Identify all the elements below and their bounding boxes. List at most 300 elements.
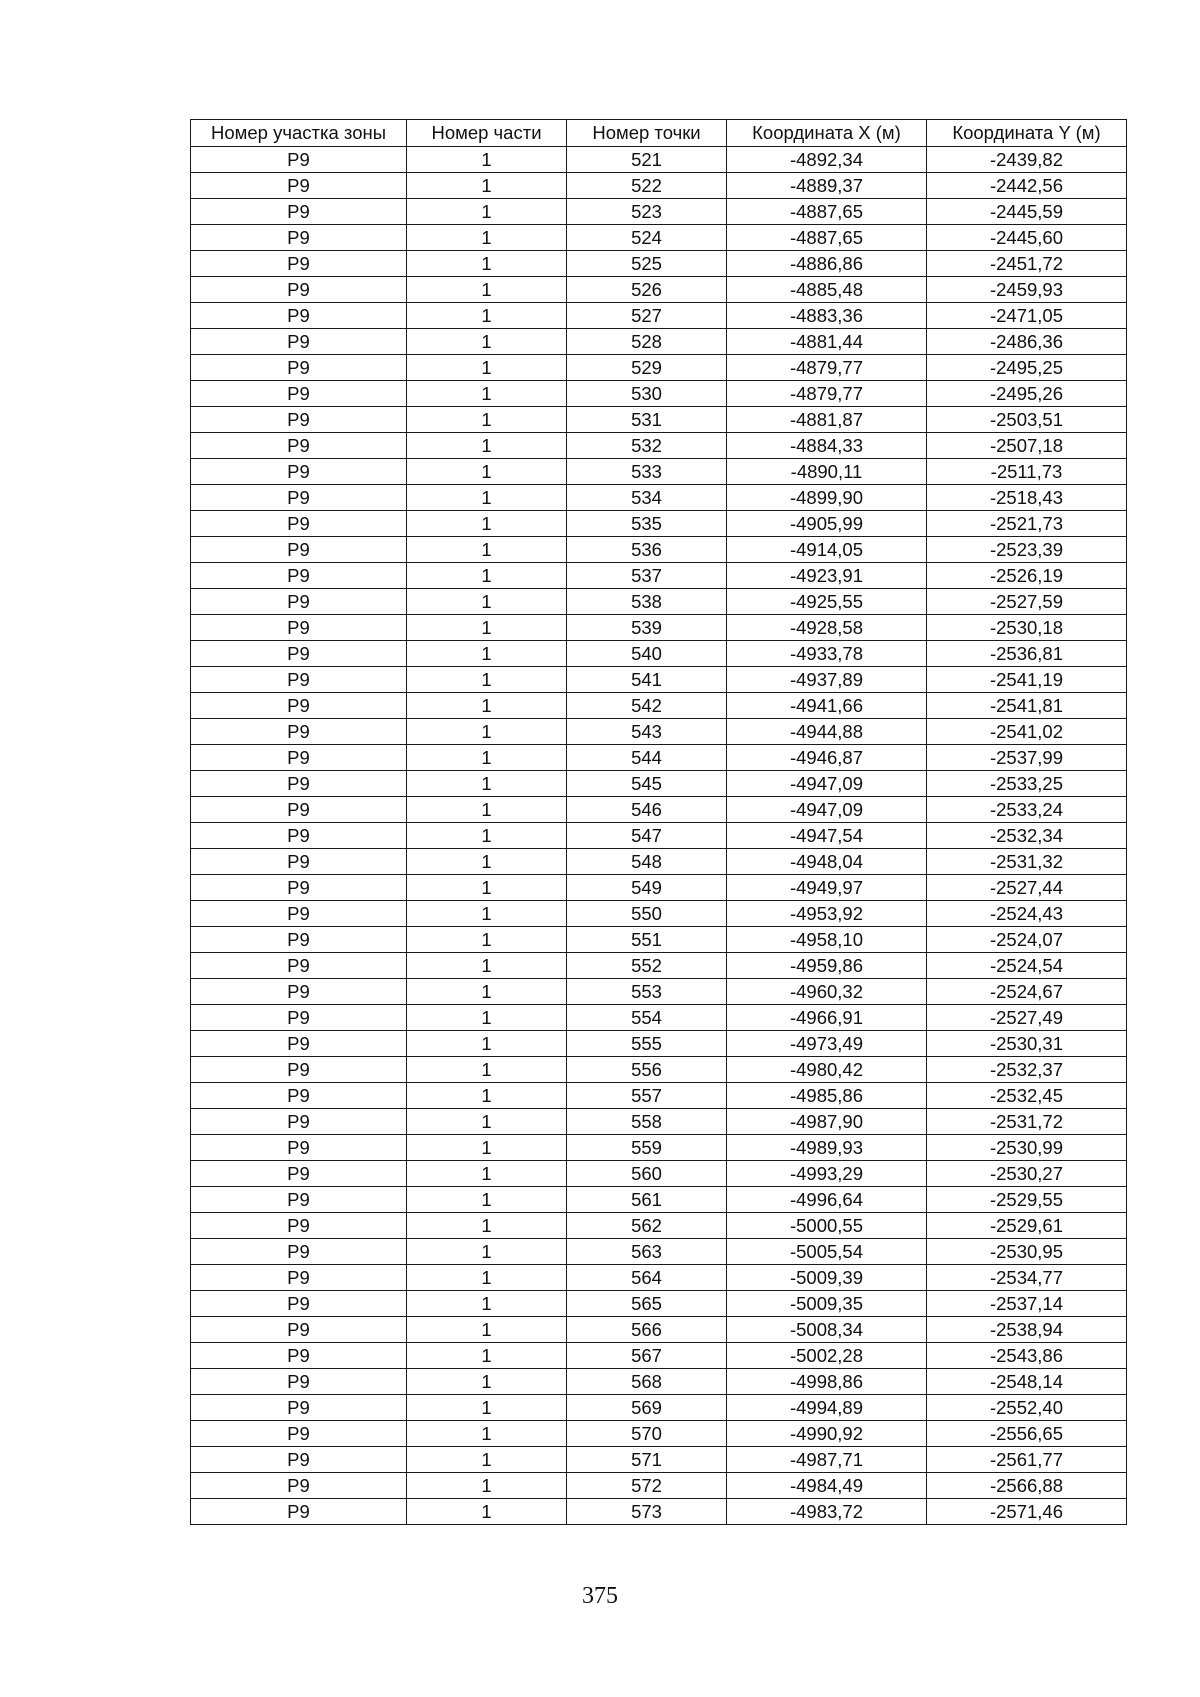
cell-y: -2537,14 [927,1291,1127,1317]
cell-x: -4914,05 [727,537,927,563]
cell-zone-plot: Р9 [191,511,407,537]
cell-y: -2524,54 [927,953,1127,979]
cell-y: -2532,34 [927,823,1127,849]
cell-y: -2543,86 [927,1343,1127,1369]
table-body [191,147,1127,1525]
cell-point: 555 [567,1031,727,1057]
cell-point: 552 [567,953,727,979]
cell-zone-plot: Р9 [191,667,407,693]
cell-point: 529 [567,355,727,381]
cell-point: 553 [567,979,727,1005]
cell-zone-plot: Р9 [191,303,407,329]
cell-part: 1 [407,1447,567,1473]
table-row [191,1005,1127,1031]
cell-y: -2533,24 [927,797,1127,823]
cell-zone-plot: Р9 [191,953,407,979]
cell-zone-plot: Р9 [191,1135,407,1161]
table-row [191,407,1127,433]
cell-point: 567 [567,1343,727,1369]
cell-y: -2532,37 [927,1057,1127,1083]
cell-point: 564 [567,1265,727,1291]
cell-x: -4985,86 [727,1083,927,1109]
cell-zone-plot: Р9 [191,1369,407,1395]
table-row [191,199,1127,225]
cell-y: -2534,77 [927,1265,1127,1291]
cell-x: -4941,66 [727,693,927,719]
cell-part: 1 [407,173,567,199]
cell-part: 1 [407,433,567,459]
cell-zone-plot: Р9 [191,1031,407,1057]
table-row [191,1161,1127,1187]
cell-y: -2541,19 [927,667,1127,693]
cell-part: 1 [407,1083,567,1109]
cell-x: -4996,64 [727,1187,927,1213]
cell-point: 528 [567,329,727,355]
cell-point: 568 [567,1369,727,1395]
cell-part: 1 [407,823,567,849]
table-row [191,667,1127,693]
cell-part: 1 [407,901,567,927]
table-row [191,485,1127,511]
cell-y: -2524,43 [927,901,1127,927]
table-row [191,381,1127,407]
cell-x: -4946,87 [727,745,927,771]
cell-y: -2529,55 [927,1187,1127,1213]
cell-point: 531 [567,407,727,433]
cell-part: 1 [407,277,567,303]
header-coordinate-y: Координата Y (м) [927,120,1127,147]
cell-part: 1 [407,355,567,381]
cell-zone-plot: Р9 [191,355,407,381]
cell-part: 1 [407,485,567,511]
cell-x: -4983,72 [727,1499,927,1525]
cell-part: 1 [407,147,567,173]
table-row [191,329,1127,355]
header-row [191,120,1127,147]
cell-zone-plot: Р9 [191,823,407,849]
cell-part: 1 [407,979,567,1005]
cell-point: 561 [567,1187,727,1213]
cell-x: -4879,77 [727,381,927,407]
cell-zone-plot: Р9 [191,901,407,927]
table-row [191,589,1127,615]
cell-point: 560 [567,1161,727,1187]
cell-zone-plot: Р9 [191,719,407,745]
cell-part: 1 [407,693,567,719]
cell-part: 1 [407,875,567,901]
cell-x: -4884,33 [727,433,927,459]
cell-point: 544 [567,745,727,771]
cell-y: -2541,02 [927,719,1127,745]
cell-point: 545 [567,771,727,797]
cell-part: 1 [407,407,567,433]
cell-y: -2524,07 [927,927,1127,953]
cell-part: 1 [407,641,567,667]
cell-part: 1 [407,1213,567,1239]
cell-y: -2527,49 [927,1005,1127,1031]
cell-point: 530 [567,381,727,407]
cell-x: -4923,91 [727,563,927,589]
cell-y: -2541,81 [927,693,1127,719]
cell-zone-plot: Р9 [191,407,407,433]
cell-part: 1 [407,1421,567,1447]
cell-zone-plot: Р9 [191,1083,407,1109]
cell-part: 1 [407,1187,567,1213]
cell-zone-plot: Р9 [191,1473,407,1499]
cell-part: 1 [407,1291,567,1317]
cell-x: -4947,09 [727,771,927,797]
cell-part: 1 [407,563,567,589]
cell-part: 1 [407,1109,567,1135]
table-row [191,1135,1127,1161]
cell-y: -2566,88 [927,1473,1127,1499]
cell-part: 1 [407,1031,567,1057]
cell-y: -2532,45 [927,1083,1127,1109]
table-row [191,979,1127,1005]
page-number: 375 [582,1583,618,1609]
cell-point: 523 [567,199,727,225]
cell-part: 1 [407,1161,567,1187]
table-row [191,303,1127,329]
cell-point: 562 [567,1213,727,1239]
cell-x: -4987,71 [727,1447,927,1473]
table-row [191,771,1127,797]
table-row [191,1343,1127,1369]
cell-point: 521 [567,147,727,173]
cell-zone-plot: Р9 [191,797,407,823]
cell-part: 1 [407,1005,567,1031]
cell-point: 559 [567,1135,727,1161]
cell-zone-plot: Р9 [191,927,407,953]
cell-zone-plot: Р9 [191,771,407,797]
table-row [191,1421,1127,1447]
cell-point: 540 [567,641,727,667]
cell-zone-plot: Р9 [191,225,407,251]
cell-zone-plot: Р9 [191,693,407,719]
cell-point: 546 [567,797,727,823]
coordinates-table [190,119,1127,1525]
cell-point: 565 [567,1291,727,1317]
cell-part: 1 [407,1395,567,1421]
cell-part: 1 [407,1499,567,1525]
cell-part: 1 [407,329,567,355]
cell-x: -4958,10 [727,927,927,953]
cell-point: 536 [567,537,727,563]
table-row [191,1369,1127,1395]
cell-part: 1 [407,251,567,277]
table-row [191,1213,1127,1239]
cell-zone-plot: Р9 [191,589,407,615]
cell-zone-plot: Р9 [191,173,407,199]
table-row [191,1083,1127,1109]
cell-point: 570 [567,1421,727,1447]
cell-zone-plot: Р9 [191,381,407,407]
cell-point: 563 [567,1239,727,1265]
cell-point: 566 [567,1317,727,1343]
table-row [191,901,1127,927]
cell-zone-plot: Р9 [191,745,407,771]
cell-x: -4973,49 [727,1031,927,1057]
table-row [191,225,1127,251]
cell-x: -4899,90 [727,485,927,511]
cell-point: 551 [567,927,727,953]
cell-x: -4883,36 [727,303,927,329]
table-header [191,120,1127,147]
cell-x: -4885,48 [727,277,927,303]
table-row [191,173,1127,199]
table-row [191,1031,1127,1057]
table-row [191,719,1127,745]
cell-zone-plot: Р9 [191,485,407,511]
cell-zone-plot: Р9 [191,147,407,173]
cell-y: -2521,73 [927,511,1127,537]
cell-zone-plot: Р9 [191,1317,407,1343]
cell-point: 526 [567,277,727,303]
cell-x: -4890,11 [727,459,927,485]
table-row [191,277,1127,303]
cell-y: -2518,43 [927,485,1127,511]
cell-x: -4933,78 [727,641,927,667]
cell-part: 1 [407,1317,567,1343]
cell-zone-plot: Р9 [191,641,407,667]
cell-point: 549 [567,875,727,901]
cell-zone-plot: Р9 [191,1213,407,1239]
cell-zone-plot: Р9 [191,1343,407,1369]
cell-part: 1 [407,303,567,329]
cell-y: -2439,82 [927,147,1127,173]
cell-part: 1 [407,1369,567,1395]
cell-y: -2561,77 [927,1447,1127,1473]
cell-y: -2536,81 [927,641,1127,667]
cell-y: -2445,59 [927,199,1127,225]
cell-x: -5002,28 [727,1343,927,1369]
table-row [191,615,1127,641]
cell-zone-plot: Р9 [191,251,407,277]
cell-x: -4993,29 [727,1161,927,1187]
table-row [191,1291,1127,1317]
header-part-number: Номер части [407,120,567,147]
cell-zone-plot: Р9 [191,849,407,875]
cell-part: 1 [407,719,567,745]
cell-part: 1 [407,797,567,823]
cell-zone-plot: Р9 [191,537,407,563]
cell-y: -2451,72 [927,251,1127,277]
cell-part: 1 [407,1239,567,1265]
cell-x: -4948,04 [727,849,927,875]
table-row [191,849,1127,875]
table-row [191,745,1127,771]
cell-zone-plot: Р9 [191,615,407,641]
cell-x: -5009,39 [727,1265,927,1291]
cell-y: -2526,19 [927,563,1127,589]
cell-x: -4937,89 [727,667,927,693]
cell-x: -4990,92 [727,1421,927,1447]
cell-point: 533 [567,459,727,485]
table-row [191,1395,1127,1421]
cell-x: -5000,55 [727,1213,927,1239]
cell-point: 535 [567,511,727,537]
cell-point: 547 [567,823,727,849]
cell-x: -4892,34 [727,147,927,173]
cell-zone-plot: Р9 [191,1265,407,1291]
cell-point: 573 [567,1499,727,1525]
cell-zone-plot: Р9 [191,1447,407,1473]
cell-zone-plot: Р9 [191,1161,407,1187]
cell-x: -4881,44 [727,329,927,355]
cell-y: -2524,67 [927,979,1127,1005]
cell-point: 556 [567,1057,727,1083]
cell-x: -4987,90 [727,1109,927,1135]
cell-zone-plot: Р9 [191,1291,407,1317]
cell-zone-plot: Р9 [191,433,407,459]
cell-y: -2533,25 [927,771,1127,797]
cell-zone-plot: Р9 [191,1057,407,1083]
cell-y: -2530,31 [927,1031,1127,1057]
table-row [191,355,1127,381]
cell-x: -4887,65 [727,225,927,251]
cell-zone-plot: Р9 [191,875,407,901]
cell-x: -4947,09 [727,797,927,823]
cell-x: -4960,32 [727,979,927,1005]
cell-x: -4879,77 [727,355,927,381]
cell-y: -2531,72 [927,1109,1127,1135]
table-row [191,927,1127,953]
cell-y: -2531,32 [927,849,1127,875]
cell-y: -2507,18 [927,433,1127,459]
cell-y: -2471,05 [927,303,1127,329]
cell-y: -2495,25 [927,355,1127,381]
cell-point: 532 [567,433,727,459]
cell-zone-plot: Р9 [191,1421,407,1447]
cell-y: -2459,93 [927,277,1127,303]
table-row [191,1499,1127,1525]
cell-y: -2527,44 [927,875,1127,901]
header-zone-plot-number: Номер участка зоны [191,120,407,147]
cell-y: -2537,99 [927,745,1127,771]
cell-point: 527 [567,303,727,329]
cell-point: 572 [567,1473,727,1499]
cell-point: 550 [567,901,727,927]
cell-zone-plot: Р9 [191,1239,407,1265]
cell-point: 522 [567,173,727,199]
cell-point: 571 [567,1447,727,1473]
cell-part: 1 [407,745,567,771]
cell-x: -4928,58 [727,615,927,641]
cell-zone-plot: Р9 [191,1005,407,1031]
cell-part: 1 [407,459,567,485]
cell-x: -4925,55 [727,589,927,615]
cell-point: 557 [567,1083,727,1109]
table-row [191,875,1127,901]
cell-point: 534 [567,485,727,511]
table-row [191,1187,1127,1213]
cell-zone-plot: Р9 [191,199,407,225]
cell-y: -2538,94 [927,1317,1127,1343]
cell-point: 525 [567,251,727,277]
table-row [191,1265,1127,1291]
cell-x: -5009,35 [727,1291,927,1317]
cell-point: 554 [567,1005,727,1031]
table-row [191,147,1127,173]
cell-y: -2442,56 [927,173,1127,199]
cell-point: 543 [567,719,727,745]
cell-x: -4881,87 [727,407,927,433]
table-row [191,537,1127,563]
cell-part: 1 [407,771,567,797]
cell-y: -2556,65 [927,1421,1127,1447]
cell-x: -4949,97 [727,875,927,901]
cell-y: -2486,36 [927,329,1127,355]
cell-y: -2571,46 [927,1499,1127,1525]
cell-part: 1 [407,225,567,251]
cell-x: -4989,93 [727,1135,927,1161]
cell-y: -2527,59 [927,589,1127,615]
cell-part: 1 [407,927,567,953]
table-row [191,953,1127,979]
cell-part: 1 [407,849,567,875]
cell-zone-plot: Р9 [191,1499,407,1525]
cell-y: -2495,26 [927,381,1127,407]
table-row [191,693,1127,719]
header-point-number: Номер точки [567,120,727,147]
cell-y: -2445,60 [927,225,1127,251]
cell-point: 569 [567,1395,727,1421]
cell-point: 538 [567,589,727,615]
table-row [191,511,1127,537]
table-row [191,1109,1127,1135]
cell-point: 537 [567,563,727,589]
cell-part: 1 [407,1343,567,1369]
cell-part: 1 [407,511,567,537]
cell-y: -2552,40 [927,1395,1127,1421]
cell-part: 1 [407,589,567,615]
table-row [191,1057,1127,1083]
cell-x: -4905,99 [727,511,927,537]
cell-y: -2530,18 [927,615,1127,641]
cell-y: -2511,73 [927,459,1127,485]
cell-x: -4889,37 [727,173,927,199]
cell-part: 1 [407,1265,567,1291]
table-row [191,1447,1127,1473]
cell-y: -2523,39 [927,537,1127,563]
table-row [191,823,1127,849]
table-row [191,1317,1127,1343]
cell-x: -4953,92 [727,901,927,927]
cell-x: -4998,86 [727,1369,927,1395]
cell-y: -2503,51 [927,407,1127,433]
table-row [191,459,1127,485]
cell-zone-plot: Р9 [191,1187,407,1213]
cell-point: 548 [567,849,727,875]
table-row [191,251,1127,277]
table-row [191,563,1127,589]
cell-point: 558 [567,1109,727,1135]
cell-zone-plot: Р9 [191,277,407,303]
cell-part: 1 [407,1473,567,1499]
cell-part: 1 [407,953,567,979]
cell-x: -4944,88 [727,719,927,745]
cell-zone-plot: Р9 [191,1109,407,1135]
cell-x: -4966,91 [727,1005,927,1031]
cell-x: -4994,89 [727,1395,927,1421]
cell-part: 1 [407,615,567,641]
cell-part: 1 [407,667,567,693]
cell-y: -2530,95 [927,1239,1127,1265]
cell-y: -2530,99 [927,1135,1127,1161]
cell-point: 524 [567,225,727,251]
cell-part: 1 [407,199,567,225]
table-row [191,797,1127,823]
